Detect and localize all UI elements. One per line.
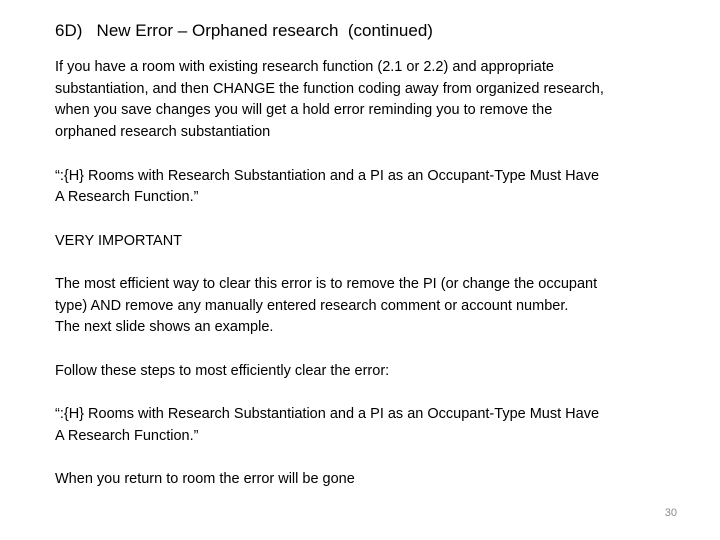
paragraph-follow-steps xyxy=(55,361,690,383)
page-number: 30 xyxy=(664,507,677,519)
text-line: A Research Function.” xyxy=(55,427,199,444)
text-line: “:{H} Rooms with Research Substantiation and a PI as an Occupant-Type Must Have xyxy=(55,167,600,184)
text-line: when you save changes you will get a hold error reminding you to remove the xyxy=(55,102,553,119)
text-line: If you have a room with existing research function (2.1 or 2.2) and appropriate xyxy=(55,59,554,75)
text-line: VERY IMPORTANT xyxy=(55,232,183,249)
slide-title: 6D) New Error – Orphaned research (continued) xyxy=(55,21,433,40)
text-line: “:{H} Rooms with Research Substantiation and a PI as an Occupant-Type Must Have xyxy=(55,406,600,423)
text-line: Follow these steps to most efficiently clear the error: xyxy=(55,362,390,379)
text-line: substantiation, and then CHANGE the function coding away from organized research, xyxy=(55,80,604,97)
paragraph-error-message xyxy=(55,166,690,209)
slide-body xyxy=(55,57,690,513)
text-line: orphaned research substantiation xyxy=(55,124,271,141)
paragraph-very-important xyxy=(55,231,690,253)
paragraph-orphaned-research-intro xyxy=(55,57,690,144)
text-line: The most efficient way to clear this error is to remove the PI (or change the occupant xyxy=(55,275,598,292)
paragraph-return-to-room xyxy=(55,469,690,491)
text-line: type) AND remove any manually entered research comment or account number. xyxy=(55,297,569,314)
paragraph-error-message-repeat xyxy=(55,404,690,447)
paragraph-clear-error-method xyxy=(55,274,690,339)
text-line: A Research Function.” xyxy=(55,189,199,206)
text-line: The next slide shows an example. xyxy=(55,319,274,336)
text-line: When you return to room the error will be gone xyxy=(55,471,355,488)
